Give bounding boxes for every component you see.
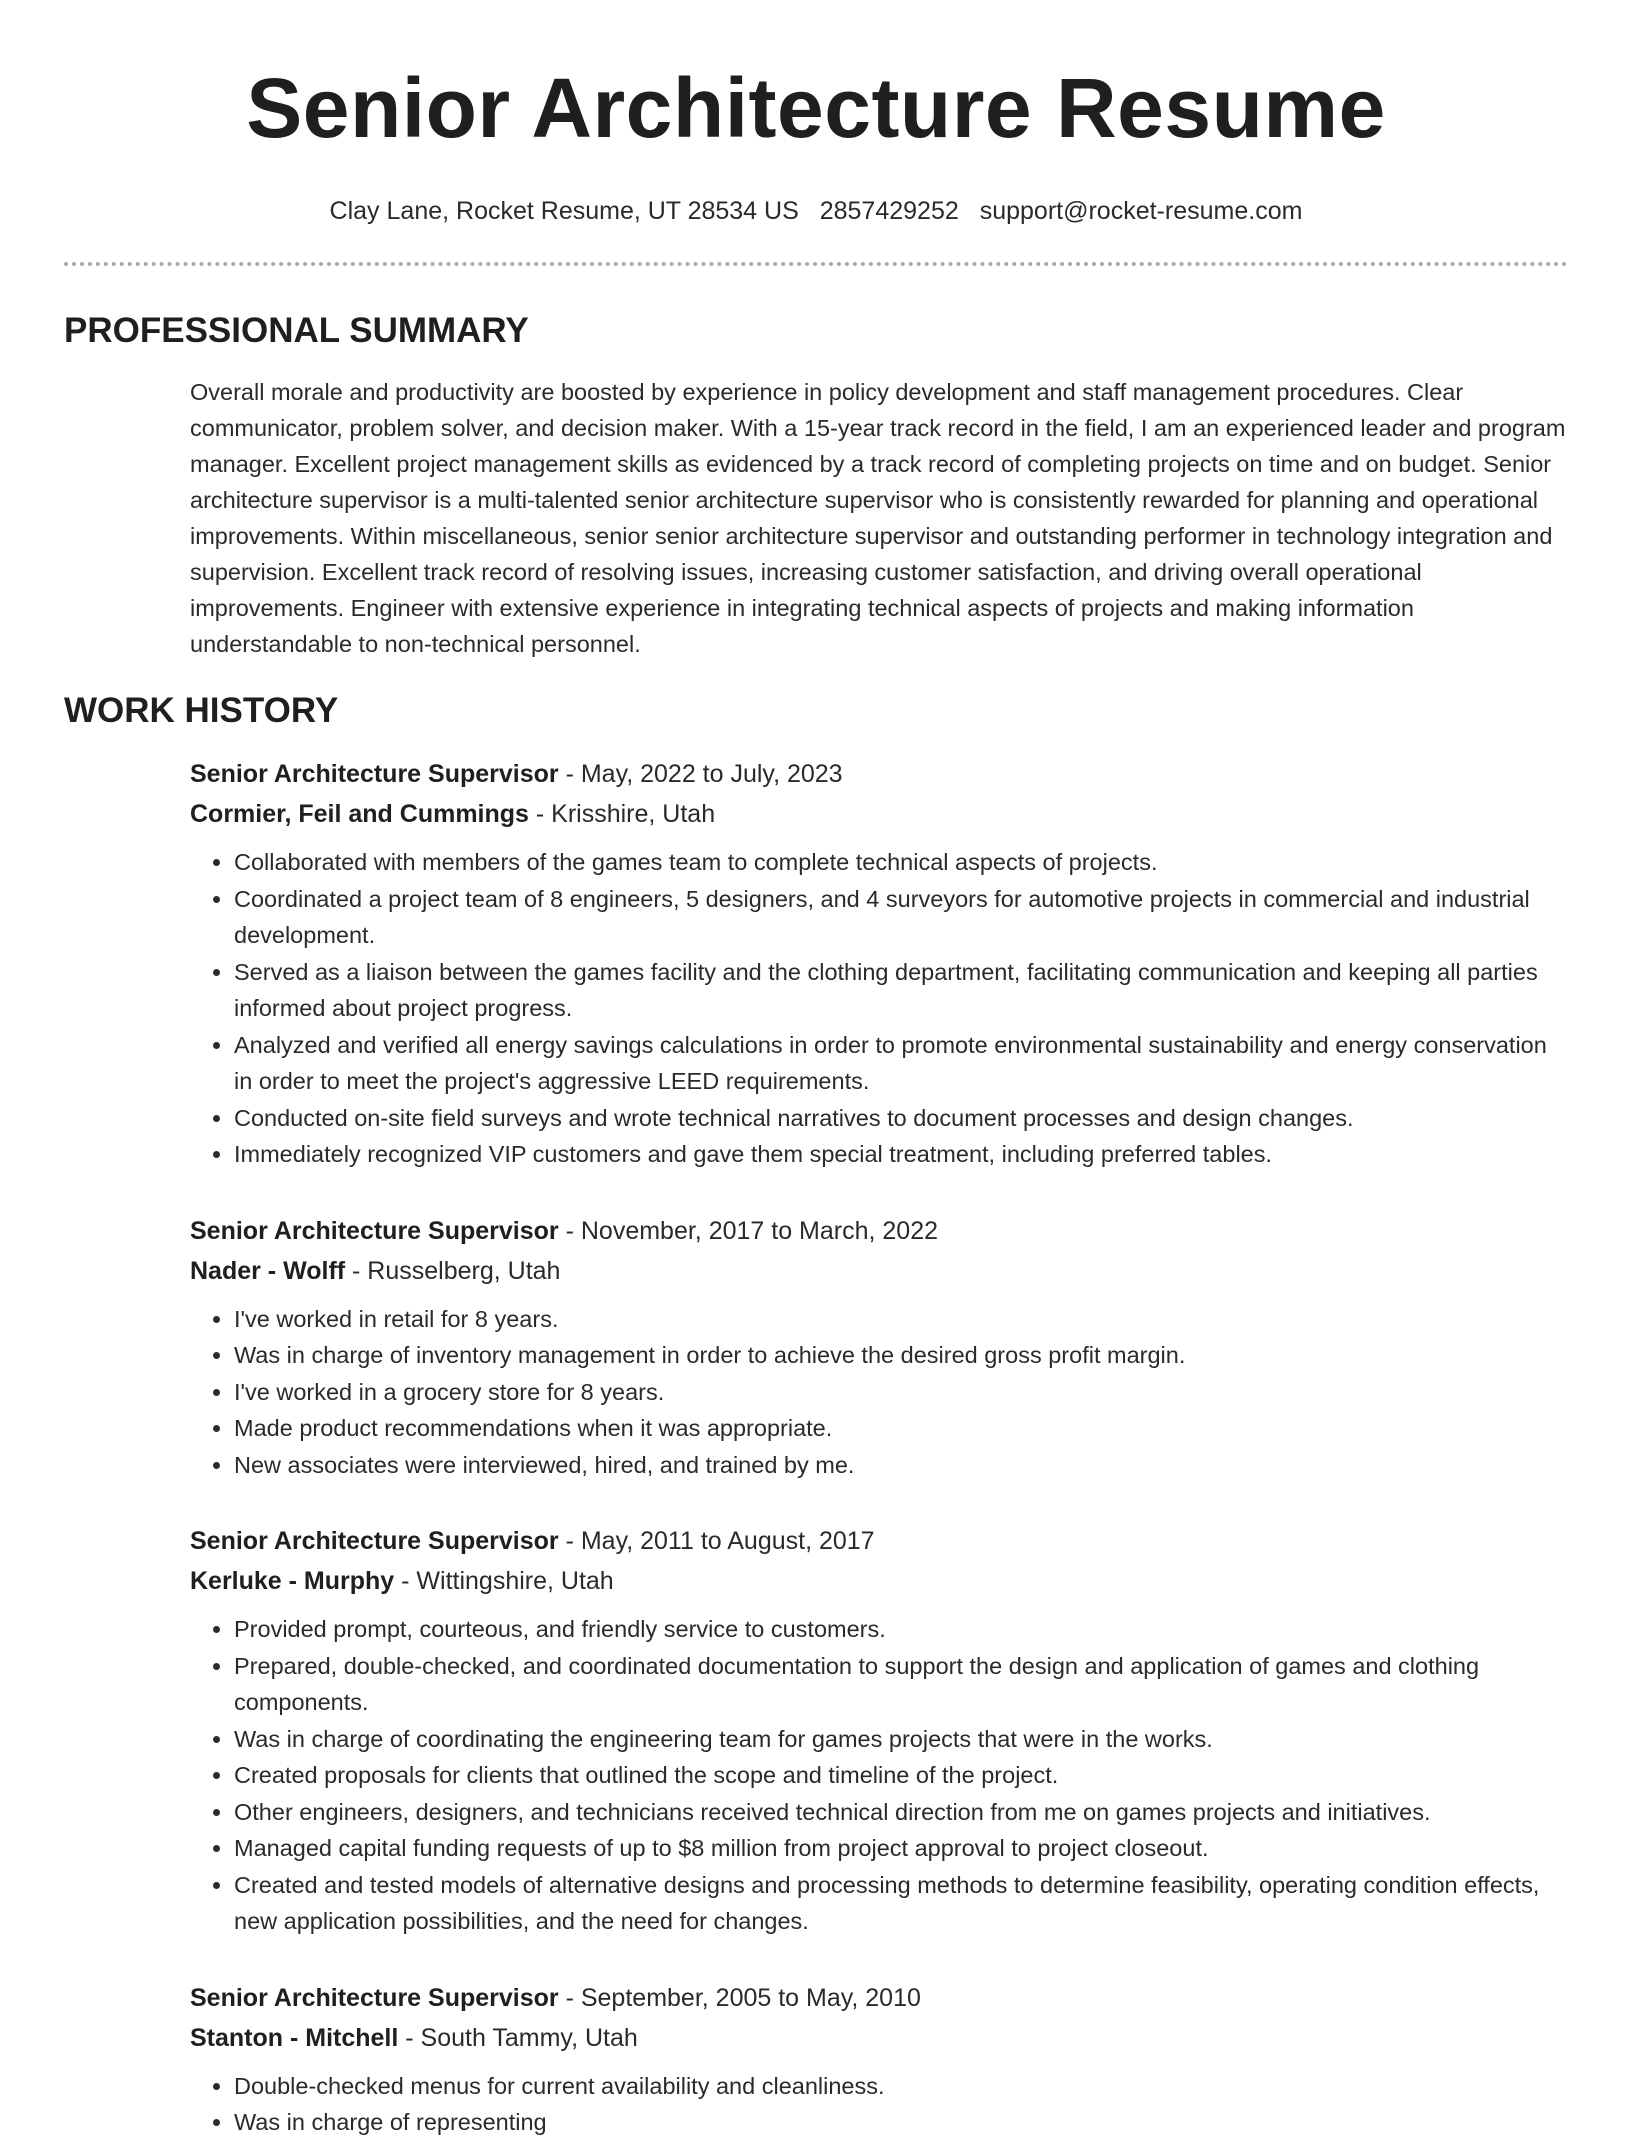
- job-company: Stanton - Mitchell: [190, 2023, 399, 2052]
- job-bullet-list: [190, 844, 1568, 1173]
- work-history-list: [190, 754, 1568, 2141]
- job-location: - South Tammy, Utah: [398, 2023, 638, 2052]
- job-dates: - September, 2005 to May, 2010: [558, 1983, 921, 2012]
- job-bullet: • Made product recommendations when it was appropriate.: [234, 1410, 1568, 1447]
- job-title-line: [190, 754, 1568, 794]
- job-title: Senior Architecture Supervisor: [190, 1983, 559, 2012]
- job-entry: [190, 1978, 1568, 2141]
- header-divider: [64, 262, 1568, 266]
- job-bullet: • Managed capital funding requests of up to $8 million from project approval to project closeout.: [234, 1830, 1568, 1867]
- job-dates: - May, 2011 to August, 2017: [558, 1527, 875, 1555]
- resume-title: Senior Architecture Resume: [246, 61, 1386, 155]
- job-company-line: [190, 1561, 1568, 1601]
- job-company: Cormier, Feil and Cummings: [190, 800, 529, 828]
- job-entry: [190, 754, 1568, 1173]
- job-bullet: • New associates were interviewed, hired, and trained by me.: [234, 1447, 1568, 1484]
- job-bullet: • Double-checked menus for current availability and cleanliness.: [234, 2068, 1568, 2105]
- job-bullet: • Created and tested models of alternative designs and processing methods to determine feasibility, operating condition effects, new application possibilities, and the need for changes.: [234, 1867, 1568, 1940]
- job-company-line: [190, 2018, 1568, 2058]
- contact-line: [64, 196, 1568, 226]
- job-bullet-list: [190, 1611, 1568, 1940]
- job-title-line: [190, 1978, 1568, 2018]
- job-title-line: [190, 1211, 1568, 1251]
- job-bullet: • Other engineers, designers, and technicians received technical direction from me on games projects and initiatives.: [234, 1794, 1568, 1831]
- job-company: Kerluke - Murphy: [190, 1567, 395, 1595]
- job-location: - Wittingshire, Utah: [394, 1567, 614, 1595]
- job-location: - Russelberg, Utah: [345, 1256, 561, 1285]
- job-bullet: • Conducted on-site field surveys and wrote technical narratives to document processes and design changes.: [234, 1100, 1568, 1137]
- job-bullet: • Was in charge of coordinating the engineering team for games projects that were in the works.: [234, 1721, 1568, 1758]
- job-bullet-list: [190, 2068, 1568, 2141]
- job-bullet: • I've worked in a grocery store for 8 years.: [234, 1374, 1568, 1411]
- contact-address: Clay Lane, Rocket Resume, UT 28534 US: [329, 197, 799, 225]
- job-bullet: • I've worked in retail for 8 years.: [234, 1301, 1568, 1338]
- contact-email: support@rocket-resume.com: [979, 197, 1303, 225]
- job-location: - Krisshire, Utah: [528, 800, 716, 828]
- job-company-line: [190, 794, 1568, 834]
- work-history-heading: WORK HISTORY: [64, 691, 339, 730]
- job-bullet: • Analyzed and verified all energy savings calculations in order to promote environmental sustainability and energy conservation in order to meet the project's aggressive LEED requirements.: [234, 1027, 1568, 1100]
- job-bullet: • Created proposals for clients that outlined the scope and timeline of the project.: [234, 1757, 1568, 1794]
- job-bullet: • Was in charge of representing: [234, 2104, 1568, 2141]
- job-bullet: • Served as a liaison between the games facility and the clothing department, facilitating communication and keeping all parties informed about project progress.: [234, 954, 1568, 1027]
- summary-text: Overall morale and productivity are boosted by experience in policy development and staff management procedures. Clear communicator, problem solver, and decision maker. With a 15-year track record in the field, I am an experienced leader and program manager. Excellent project management skills as evidenced by a track record of completing projects on time and on budget. Senior architecture supervisor is a multi-talented senior architecture supervisor who is consistently rewarded for planning and operational improvements. Within miscellaneous, senior senior architecture supervisor and outstanding performer in technology integration and supervision. Excellent track record of resolving issues, increasing customer satisfaction, and driving overall operational improvements. Engineer with extensive experience in integrating technical aspects of projects and making information understandable to non-technical personnel.: [190, 379, 1566, 657]
- job-title: Senior Architecture Supervisor: [190, 1216, 559, 1245]
- job-bullet: • Was in charge of inventory management in order to achieve the desired gross profit margin.: [234, 1337, 1568, 1374]
- job-company: Nader - Wolff: [190, 1256, 346, 1285]
- job-bullet: • Provided prompt, courteous, and friendly service to customers.: [234, 1611, 1568, 1648]
- job-company-line: [190, 1251, 1568, 1291]
- job-dates: - May, 2022 to July, 2023: [558, 760, 843, 788]
- job-bullet: • Prepared, double-checked, and coordinated documentation to support the design and application of games and clothing components.: [234, 1648, 1568, 1721]
- job-bullet-list: [190, 1301, 1568, 1484]
- job-entry: [190, 1211, 1568, 1484]
- job-title-line: [190, 1521, 1568, 1561]
- job-dates: - November, 2017 to March, 2022: [558, 1216, 939, 1245]
- job-bullet: • Collaborated with members of the games team to complete technical aspects of projects.: [234, 844, 1568, 881]
- job-bullet: • Coordinated a project team of 8 engineers, 5 designers, and 4 surveyors for automotive projects in commercial and industrial development.: [234, 881, 1568, 954]
- contact-phone: 2857429252: [819, 197, 959, 225]
- job-title: Senior Architecture Supervisor: [190, 1527, 559, 1555]
- job-title: Senior Architecture Supervisor: [190, 760, 559, 788]
- job-bullet: • Immediately recognized VIP customers and gave them special treatment, including preferred tables.: [234, 1136, 1568, 1173]
- summary-heading: PROFESSIONAL SUMMARY: [64, 311, 529, 350]
- job-entry: [190, 1521, 1568, 1940]
